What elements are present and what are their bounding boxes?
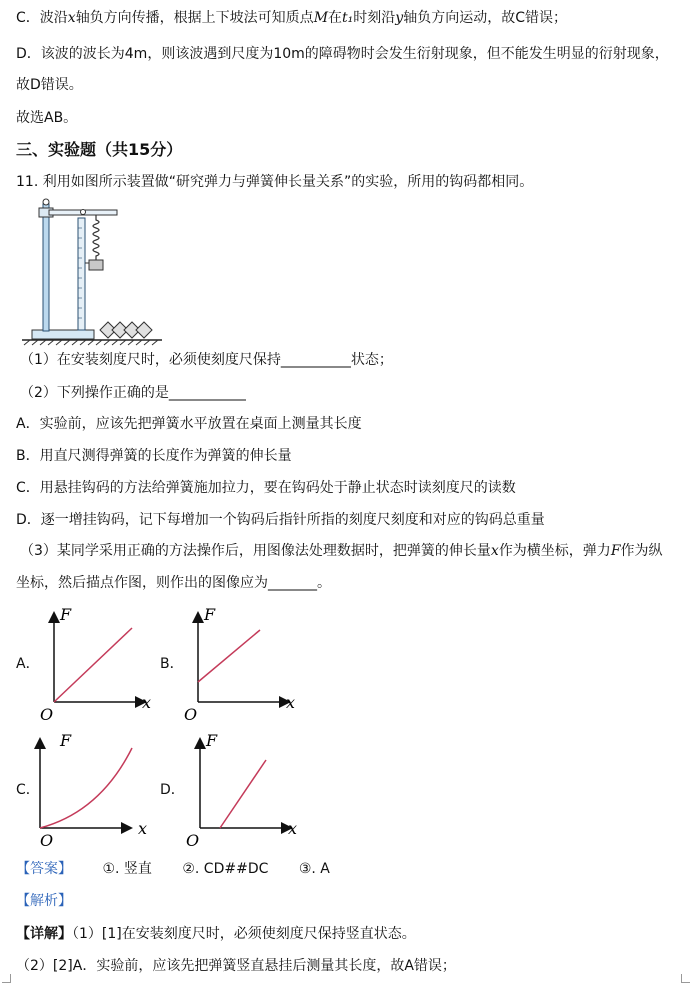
origin-label: O bbox=[40, 831, 54, 850]
part-3-line2: 坐标，然后描点作图，则作出的图像应为_______。 bbox=[16, 575, 331, 591]
origin-label: O bbox=[184, 705, 198, 724]
option-d-explanation-line2: 故D错误。 bbox=[16, 77, 83, 93]
var-x: x bbox=[67, 10, 76, 26]
section-heading: 三、实验题（共15分） bbox=[16, 140, 183, 159]
analysis-tag: 【解析】 bbox=[16, 893, 72, 909]
axis-x-label: x bbox=[286, 693, 296, 712]
axis-y-label: F bbox=[204, 605, 216, 624]
option-b: B．用直尺测得弹簧的长度作为弹簧的伸长量 bbox=[16, 448, 292, 464]
detail-tag: 【详解】 bbox=[16, 926, 72, 942]
axis-y-label: F bbox=[60, 731, 72, 750]
text: 作为横坐标，弹力 bbox=[498, 543, 611, 559]
spring-apparatus-figure bbox=[22, 196, 167, 346]
text: 时刻沿 bbox=[353, 10, 396, 26]
detail-text: （1）[1]在安装刻度尺时，必须使刻度尺保持竖直状态。 bbox=[72, 926, 416, 942]
question-11: 11. 利用如图所示装置做“研究弹力与弹簧伸长量关系”的实验，所用的钩码都相同。 bbox=[16, 174, 534, 190]
page-corner-marker bbox=[2, 974, 11, 983]
last-line: （2）[2]A．实验前，应该先把弹簧竖直悬挂后测量其长度，故A错误； bbox=[16, 958, 456, 974]
text: 在 bbox=[328, 10, 343, 26]
axis-x-label: x bbox=[138, 819, 148, 838]
graph-a bbox=[34, 604, 164, 724]
option-a: A．实验前，应该先把弹簧水平放置在桌面上测量其长度 bbox=[16, 416, 362, 432]
axis-x-label: x bbox=[142, 693, 152, 712]
var-t1: t₁ bbox=[342, 10, 354, 26]
origin-label: O bbox=[40, 705, 54, 724]
text: （3）某同学采用正确的方法操作后，用图像法处理数据时，把弹簧的伸长量 bbox=[20, 543, 491, 559]
option-d: D．逐一增挂钩码，记下每增加一个钩码后指针所指的刻度尺刻度和对应的钩码总重量 bbox=[16, 512, 545, 528]
var-M: M bbox=[313, 10, 329, 26]
var-y: y bbox=[395, 10, 404, 26]
text: C．波沿 bbox=[16, 10, 68, 26]
graph-a-line bbox=[54, 628, 132, 702]
graph-b bbox=[178, 604, 308, 724]
graph-a-label: A． bbox=[16, 656, 40, 672]
text: 轴负方向传播，根据上下坡法可知质点 bbox=[75, 10, 314, 26]
answer-tag: 【答案】 bbox=[16, 861, 72, 877]
graph-c bbox=[20, 730, 150, 850]
text: 轴负方向运动，故C错误； bbox=[403, 10, 567, 26]
graph-b-label: B． bbox=[160, 656, 184, 672]
graph-b-line bbox=[198, 630, 260, 682]
var-x: x bbox=[490, 543, 499, 559]
var-F: F bbox=[610, 543, 621, 559]
answer-3: ③. A bbox=[298, 861, 330, 877]
graph-d-label: D． bbox=[160, 782, 185, 798]
origin-label: O bbox=[186, 831, 200, 850]
axis-x-label: x bbox=[288, 819, 298, 838]
graph-c-curve bbox=[40, 748, 132, 828]
axis-y-label: F bbox=[60, 605, 72, 624]
detail-line bbox=[16, 924, 416, 944]
part-2: （2）下列操作正确的是___________ bbox=[20, 385, 246, 401]
graph-d bbox=[180, 730, 310, 850]
option-c: C．用悬挂钩码的方法给弹簧施加拉力，要在钩码处于静止状态时读刻度尺的读数 bbox=[16, 480, 516, 496]
answer-line bbox=[16, 859, 356, 879]
axis-y-label: F bbox=[206, 731, 218, 750]
option-d-explanation-line1: D．该波的波长为4m，则该波遇到尺度为10m的障碍物时会发生衍射现象，但不能发生明显的衍射现象， bbox=[16, 46, 669, 62]
part-1: （1）在安装刻度尺时，必须使刻度尺保持__________状态； bbox=[20, 352, 393, 368]
answer-1: ①. 竖直 bbox=[102, 861, 152, 877]
graph-c-label: C． bbox=[16, 782, 40, 798]
part-3-line1 bbox=[20, 541, 663, 561]
text: 作为纵 bbox=[620, 543, 663, 559]
option-c-explanation bbox=[16, 8, 567, 28]
graph-d-line bbox=[220, 760, 266, 828]
final-choice: 故选AB。 bbox=[16, 110, 78, 126]
page-corner-marker bbox=[681, 974, 690, 983]
answer-2: ②. CD##DC bbox=[182, 861, 269, 877]
